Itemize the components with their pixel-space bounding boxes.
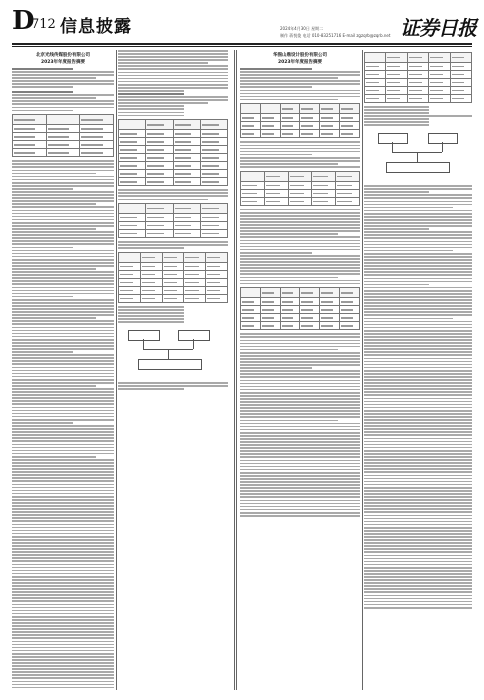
section-title: 信息披露 [60, 17, 132, 37]
column-divider [236, 50, 237, 690]
data-table [118, 119, 228, 186]
text-block [12, 91, 114, 111]
issue-date: 2024年4月30日 星期二 [280, 26, 324, 31]
text-block [118, 382, 228, 390]
masthead-rule-thin [12, 46, 472, 47]
text-block [240, 141, 360, 167]
column-divider [116, 50, 117, 690]
editor-contact: 制作 蒋悦俊 电话 010-83251716 E-mail zgzqrb@zqrb.net [280, 33, 391, 38]
page-number: 712 [31, 17, 56, 32]
org-chart-diagram [118, 326, 228, 378]
text-block [118, 189, 228, 200]
data-table [12, 114, 114, 157]
data-table [118, 252, 228, 303]
text-block [364, 185, 472, 608]
company-name: 北京光线传媒股份有限公司 [36, 53, 90, 58]
data-table [364, 52, 472, 103]
data-table [118, 203, 228, 238]
data-table [240, 171, 360, 206]
masthead-rule-thick [12, 43, 472, 45]
report-title: 2023年年度报告摘要 [40, 60, 86, 65]
column-divider [362, 50, 363, 690]
section-letter: D [12, 6, 35, 36]
masthead [0, 0, 484, 44]
org-chart-diagram [364, 129, 472, 181]
text-block [118, 306, 228, 323]
newspaper-logo: 证券日报 [400, 16, 476, 40]
text-block [118, 241, 228, 249]
text-block [12, 68, 114, 88]
text-block [118, 50, 228, 116]
article-column-1 [12, 50, 114, 690]
company-name: 华图山鼎设计股份有限公司 [273, 53, 327, 58]
article-column-3 [240, 50, 360, 690]
data-table [240, 287, 360, 330]
data-table [240, 103, 360, 138]
text-block [240, 68, 360, 100]
text-block [12, 160, 114, 690]
text-block [364, 106, 472, 126]
report-title: 2023年年度报告摘要 [277, 60, 323, 65]
text-block [240, 209, 360, 285]
article-column-4 [364, 50, 472, 690]
column-divider [234, 50, 235, 690]
article-column-2 [118, 50, 228, 690]
text-block [240, 333, 360, 516]
